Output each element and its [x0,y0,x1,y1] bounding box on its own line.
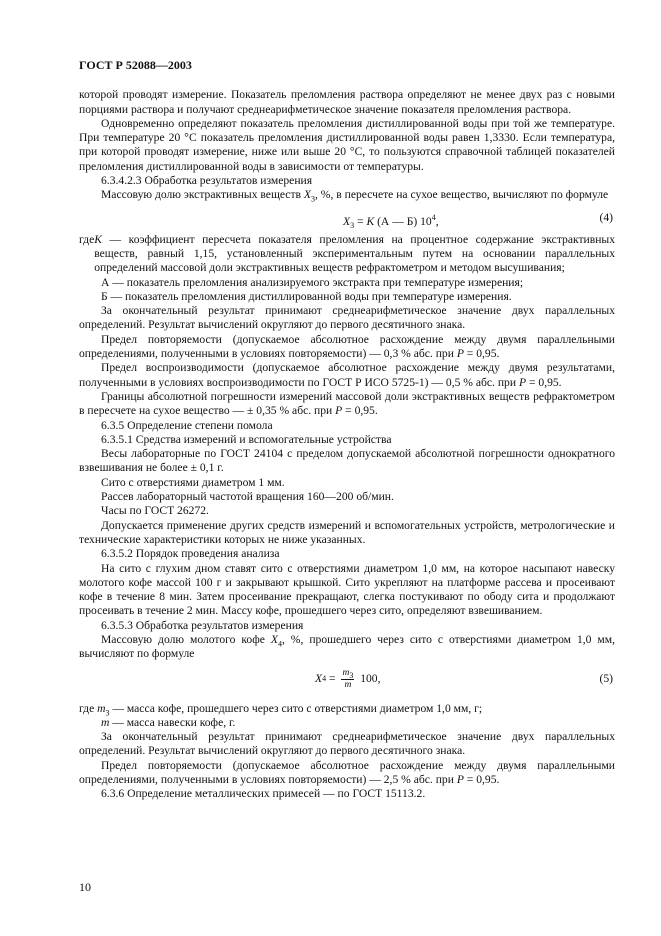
where-definition [79,702,615,716]
section-heading: 6.3.5.1 Средства измерений и вспомогательные устройства [101,432,392,446]
paragraph [79,333,615,362]
section-heading: 6.3.5.3 Обработка результатов измерения [101,618,304,632]
variable: P [456,347,464,361]
paragraph [79,633,615,662]
formula-number: (5) [599,671,613,685]
section-heading: 6.3.6 Определение металлических примесей — по ГОСТ 15113.2. [101,787,426,801]
paragraph: За окончательный результат принимают среднеарифметическое значение двух параллельных определений. Результат вычислений округляют до первого десятичного знака. [79,730,615,758]
superscript: 4 [431,212,436,222]
text: Предел повторяемости (допускаемое абсолютное расхождение между двумя параллельными определениями, полученными в условиях повторяемости) — 2,5 % абс. при [79,758,615,787]
text: = 0,95. [463,347,500,361]
paragraph [79,390,615,419]
variable: K [94,232,102,246]
text: Границы абсолютной погрешности измерений массовой доли экстрактивных веществ рефрактометром в пересчете на сухое вещество — ± 0,35 % абс. при [79,389,615,418]
variable: m [342,667,350,678]
page-number: 10 [79,880,91,894]
text: — масса навески кофе, г. [109,715,236,729]
variable: X [315,671,323,685]
where-label: где [79,232,95,246]
text: Массовую долю экстрактивных веществ [101,188,304,202]
variable: K [366,214,375,228]
formula-number: (4) [599,210,613,224]
text: , %, в пересчете на сухое вещество, вычисляют по формуле [315,188,609,202]
paragraph: Одновременно определяют показатель преломления дистиллированной воды при той же температуре. При температуре 20 °С показатель преломления дистиллированной воды равен 1,3330. Если температура, при которой проводят измерение, ниже или выше 20 °С, то пользуются справочной таблицей показателей преломления дистиллированной воды в зависимости от температуры. [79,116,615,173]
definition-item: Б — показатель преломления дистиллированной воды при температуре измерения. [101,289,512,303]
definition-text [94,233,615,276]
paragraph: Допускается применение других средств измерений и вспомогательных устройств, метрологические и технические характеристики которых не ниже указанных. [79,518,615,546]
variable: P [518,375,527,389]
where-definition [79,233,615,276]
variable: P [335,404,343,418]
definition-item [79,716,615,730]
where-label: где [79,701,98,715]
text: 100, [357,671,381,685]
paragraph: Часы по ГОСТ 26272. [101,504,209,518]
subscript: 4 [277,639,282,649]
paragraph: За окончательный результат принимают среднеарифметическое значение двух параллельных определений. Результат вычислений округляют до первого десятичного знака. [79,304,615,332]
text: = 0,95. [342,404,378,418]
text: Массовую долю молотого кофе [101,632,271,646]
formula-5 [79,662,615,702]
formula-expression [343,211,439,229]
text: = [354,214,367,228]
text: = 0,95. [463,773,500,787]
formula-expression: X 4 = $\frac{m_3}{m}$ 100, [315,667,381,690]
text: , [435,214,439,228]
definition-item: А — показатель преломления анализируемого экстракта при температуре измерения; [101,275,524,289]
variable: X [270,632,278,646]
text: Предел повторяемости (допускаемое абсолютное расхождение между двумя параллельными определениями, полученными в условиях повторяемости) — 0,3 % абс. при [79,332,615,361]
subscript: 3 [349,670,354,680]
fraction [341,668,354,691]
text: Предел воспроизводимости (допускаемое абсолютное расхождение между двумя результатами, полученными в условиях воспроизводимости по ГОСТ Р ИСО 5725-1) — 0,5 % абс. при [79,361,615,389]
paragraph: Сито с отверстиями диаметром 1 мм. [101,475,285,489]
section-heading: 6.3.5 Определение степени помола [101,418,273,432]
document-page [79,58,615,802]
subscript: 3 [105,707,110,717]
variable: m [101,715,110,729]
paragraph: Весы лабораторные по ГОСТ 24104 с пределом допускаемой абсолютной погрешности однократного взвешивания не более ± 0,1 г. [79,447,615,475]
text: — масса кофе, прошедшего через сито с отверстиями диаметром 1,0 мм, г; [109,701,483,715]
text: = 0,95. [526,375,562,389]
fraction-denominator: m [344,679,352,690]
paragraph: Рассев лабораторный частотой вращения 160—200 об/мин. [101,490,394,504]
text: = [326,671,339,685]
formula-4 [79,203,615,233]
paragraph [79,759,615,788]
paragraph: которой проводят измерение. Показатель преломления раствора определяют не менее двух раз с новыми порциями раствора и получают среднеарифметическое значение показателя преломления раствора. [79,88,615,116]
variable: X [303,188,311,202]
fraction-numerator [341,668,354,680]
text: , %, прошедшего через сито с отверстиями диаметром 1,0 мм, вычисляют по формуле [79,632,616,661]
paragraph [79,188,615,202]
paragraph [79,361,615,390]
text: (А — Б) 10 [374,214,432,228]
variable: m [97,701,106,715]
section-heading: 6.3.4.2.3 Обработка результатов измерения [101,174,313,188]
subscript: 3 [350,220,355,230]
paragraph: На сито с глухим дном ставят сито с отверстиями диаметром 1,0 мм, на которое насыпают навеску молотого кофе массой 100 г и закрывают крышкой. Сито укрепляют на платформе рассева и просеивают кофе в течение 8 мин. Затем просеивание прекращают, слегка постукивают по ободу сита и продолжают просеивать в течение 2 мин. Массу кофе, прошедшего через сито, определяют взвешиванием. [79,561,615,618]
text: — коэффициент пересчета показателя преломления на процентное содержание экстрактивных веществ, равный 1,15, установленный экспериментальным путем на основании параллельных определений массовой доли экстрактивных веществ рефрактометром и методом высушивания; [94,232,615,275]
section-heading: 6.3.5.2 Порядок проведения анализа [101,547,280,561]
subscript: 3 [311,194,315,204]
variable: X [343,214,351,228]
document-header: ГОСТ Р 52088—2003 [79,58,192,72]
variable: P [456,773,464,787]
